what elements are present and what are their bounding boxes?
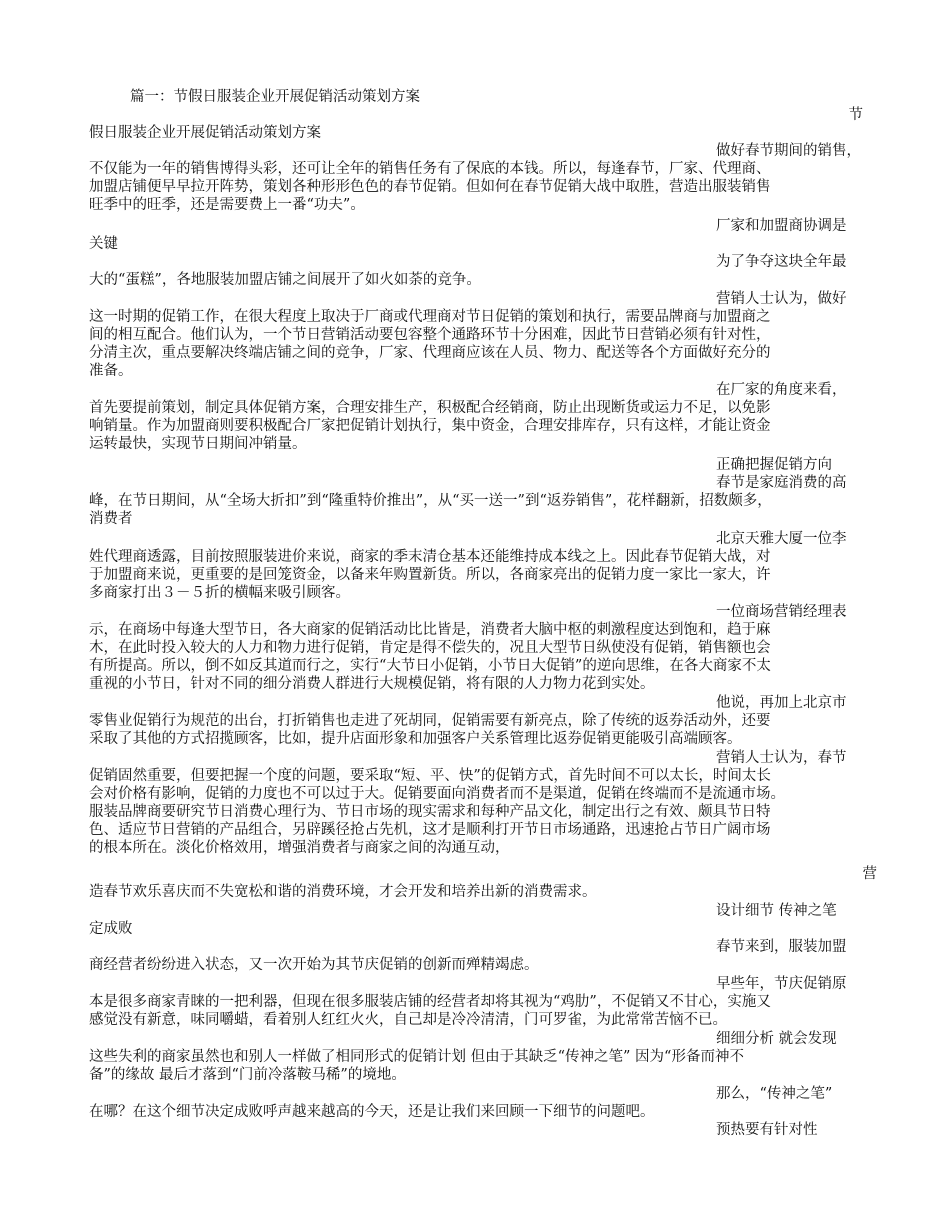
text-line: 峰，在节日期间，从“全场大折扣”到“隆重特价推出”，从“买一送一”到“返券销售”，花样翻新，招数颇多， [89, 493, 772, 509]
text-line: 假日服装企业开展促销活动策划方案 [89, 125, 321, 141]
text-line: 在哪？在这个细节决定成败呼声越来越高的今天，还是让我们来回顾一下细节的问题吧。 [89, 1104, 655, 1120]
text-line: 这些失利的商家虽然也和别人一样做了相同形式的促销计划 但由于其缺乏“传神之笔” 因为“形备而神不 [89, 1049, 744, 1065]
text-line: 重视的小节日，针对不同的细分消费人群进行大规模促销，将有限的人力物力花到实处。 [89, 676, 655, 692]
text-line: 感觉没有新意，味同嚼蜡，看着别人红红火火，自己却是冷冷清清，门可罗雀，为此常常苦恼不已。 [89, 1012, 727, 1028]
section-heading: 正确把握促销方向 [716, 457, 832, 473]
text-line: 会对价格有影响，促销的力度也不可以过于大。促销要面向消费者而不是渠道，促销在终端而不是流通市场。 [89, 786, 785, 802]
text-line: 他说，再加上北京市 [716, 695, 847, 711]
text-line: 不仅能为一年的销售博得头彩，还可让全年的销售任务有了保底的本钱。所以，每逢春节，厂家、代理商、 [89, 161, 771, 177]
text-line: 春节来到，服装加盟 [716, 939, 847, 955]
text-line: 采取了其他的方式招揽顾客，比如，提升店面形象和加强客户关系管理比返券促销更能吸引高端顾客。 [89, 731, 742, 747]
text-line: 大的“蛋糕”，各地服装加盟店铺之间展开了如火如荼的竞争。 [89, 272, 481, 288]
text-line: 那么，“传神之笔” [716, 1086, 833, 1102]
text-line: 运转最快，实现节日期间冲销量。 [89, 436, 307, 452]
text-line: 姓代理商透露，目前按照服装进价来说，商家的季末清仓基本还能维持成本线之上。因此春节促销大战，对 [89, 549, 771, 565]
text-line: 加盟店铺便早早拉开阵势，策划各种形形色色的春节促销。但如何在春节促销大战中取胜，营造出服装销售 [89, 179, 771, 195]
text-line: 旺季中的旺季，还是需要费上一番“功夫”。 [89, 197, 365, 213]
text-line: 营 [862, 866, 877, 882]
text-line: 营销人士认为，春节 [716, 750, 847, 766]
text-line: 早些年，节庆促销原 [716, 976, 847, 992]
text-line: 消费者 [89, 511, 133, 527]
section-heading: 预热要有针对性 [716, 1122, 818, 1138]
text-line: 商经营者纷纷进入状态，又一次开始为其节庆促销的创新而殚精竭虑。 [89, 957, 539, 973]
text-line: 北京天雅大厦一位李 [716, 531, 847, 547]
text-line: 多商家打出３－５折的横幅来吸引顾客。 [89, 585, 350, 601]
text-line: 有所提高。所以，倒不如反其道而行之，实行“大节日小促销，小节日大促销”的逆向思维，在各大商家不太 [89, 658, 771, 674]
text-line: 准备。 [89, 363, 133, 379]
text-line: 本是很多商家青睐的一把利器，但现在很多服装店铺的经营者却将其视为“鸡肋”，不促销又不甘心，实施又 [89, 994, 771, 1010]
text-line: 做好春节期间的销售， [716, 143, 861, 159]
text-line: 营销人士认为，做好 [716, 291, 847, 307]
text-line: 色、适应节日营销的产品组合，另辟蹊径抢占先机，这才是顺利打开节日市场通路，迅速抢占节日广阔市场 [89, 822, 771, 838]
text-line: 细细分析 就会发现 [716, 1031, 837, 1047]
text-line: 响销量。作为加盟商则要积极配合厂家把促销计划执行，集中资金，合理安排库存，只有这样，才能让资金 [89, 418, 771, 434]
text-line: 厂家和加盟商协调是 [716, 218, 847, 234]
text-line: 于加盟商来说，更重要的是回笼资金，以备来年购置新货。所以，各商家亮出的促销力度一家比一家大，许 [89, 567, 771, 583]
text-line: 造春节欢乐喜庆而不失宽松和谐的消费环境，才会开发和培养出新的消费需求。 [89, 884, 597, 900]
section-heading: 定成败 [89, 921, 133, 937]
section-heading: 设计细节 传神之笔 [716, 903, 837, 919]
text-line: 在厂家的角度来看， [716, 382, 847, 398]
text-line: 首先要提前策划，制定具体促销方案，合理安排生产，积极配合经销商，防止出现断货或运力不足，以免影 [89, 400, 771, 416]
text-line: 的根本所在。淡化价格效用，增强消费者与商家之间的沟通互动， [89, 840, 510, 856]
text-line: 促销固然重要，但要把握一个度的问题，要采取“短、平、快”的促销方式，首先时间不可以太长，时间太长 [89, 768, 771, 784]
text-line: 示，在商场中每逢大型节日，各大商家的促销活动比比皆是，消费者大脑中枢的刺激程度达到饱和，趋于麻 [89, 622, 771, 638]
text-line: 为了争夺这块全年最 [716, 254, 847, 270]
text-line: 间的相互配合。他们认为，一个节日营销活动要包容整个通路环节十分困难，因此节日营销必须有针对性， [89, 327, 771, 343]
text-line: 服装品牌商要研究节日消费心理行为、节日市场的现实需求和每种产品文化，制定出行之有效、颇具节日特 [89, 804, 771, 820]
text-line: 这一时期的促销工作，在很大程度上取决于厂商或代理商对节日促销的策划和执行，需要品牌商与加盟商之 [89, 309, 771, 325]
text-line: 备”的缘故 最后才落到“门前冷落鞍马稀”的境地。 [89, 1067, 406, 1083]
text-line: 一位商场营销经理表 [716, 604, 847, 620]
text-line: 关键 [89, 236, 118, 252]
text-line: 春节是家庭消费的高 [716, 475, 847, 491]
text-line: 木，在此时投入较大的人力和物力进行促销，肯定是得不偿失的，况且大型节日纵使没有促销，销售额也会 [89, 640, 771, 656]
text-line: 分清主次，重点要解决终端店铺之间的竞争，厂家、代理商应该在人员、物力、配送等各个方面做好充分的 [89, 345, 771, 361]
text-line: 节 [848, 107, 863, 123]
text-line: 零售业促销行为规范的出台，打折销售也走进了死胡同，促销需要有新亮点，除了传统的返券活动外，还要 [89, 713, 771, 729]
doc-title-line: 篇一：节假日服装企业开展促销活动策划方案 [130, 89, 420, 105]
